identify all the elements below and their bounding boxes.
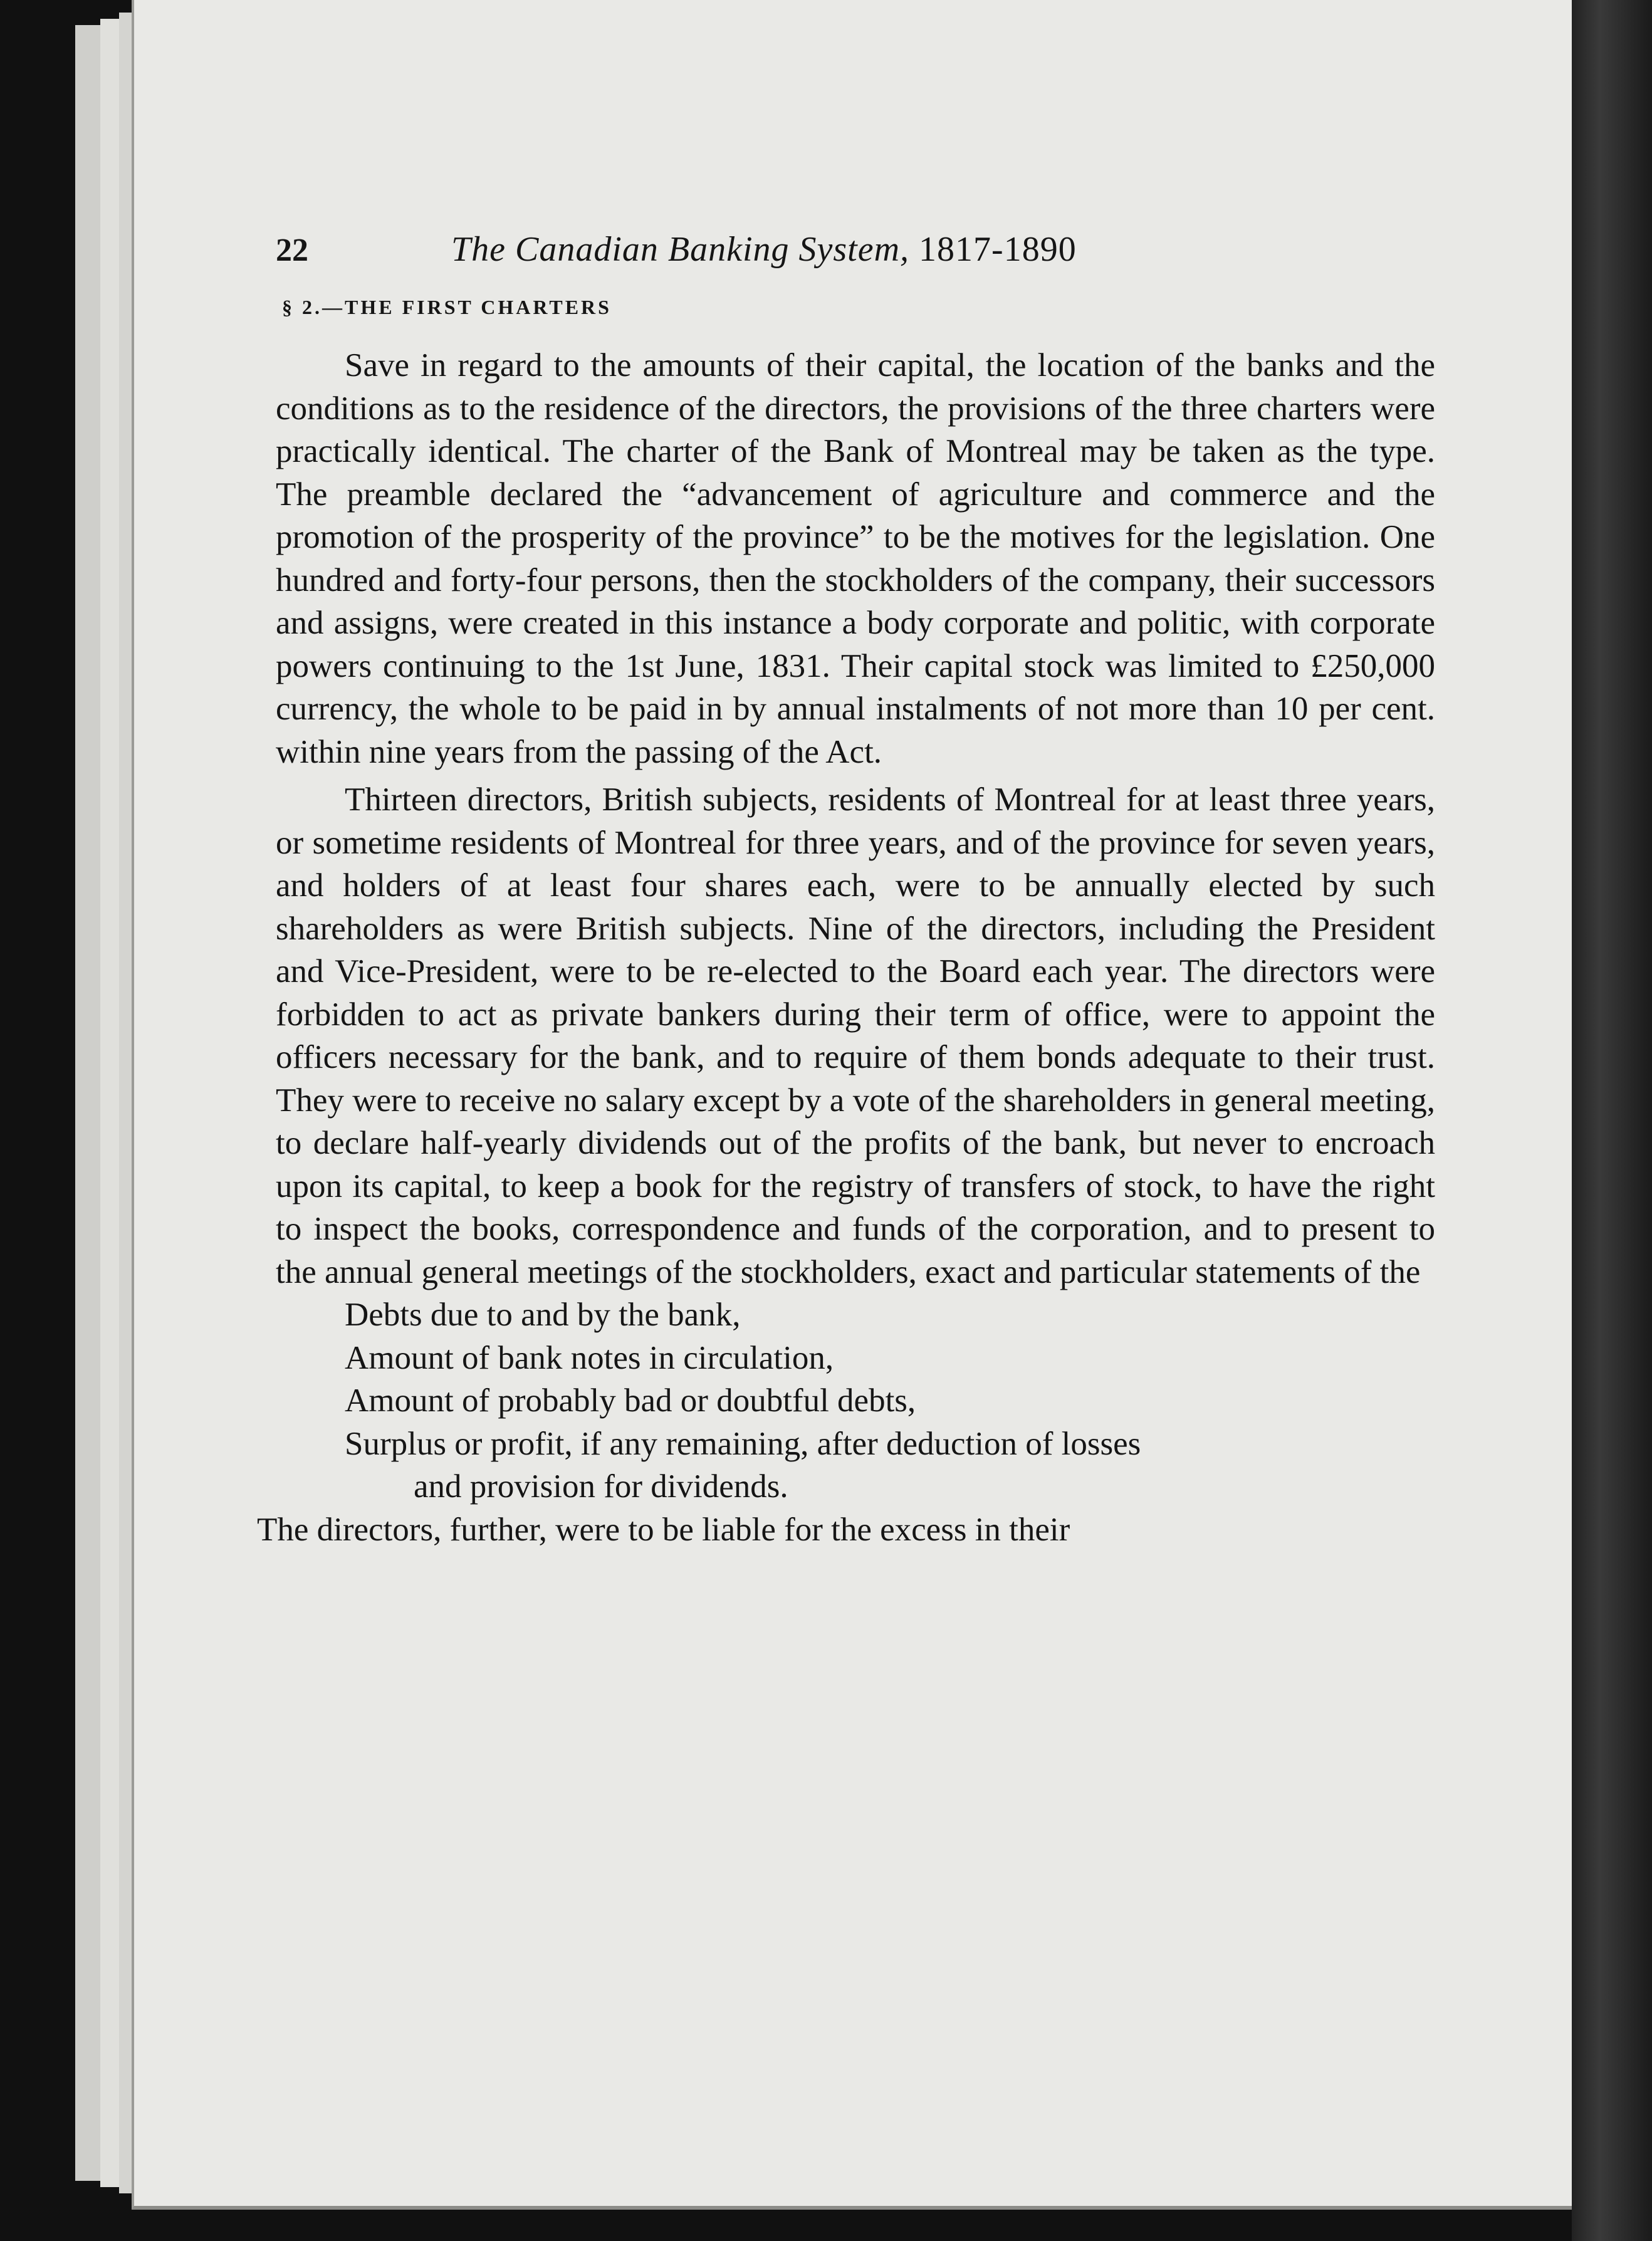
book-spine	[1572, 0, 1652, 2241]
running-head	[276, 226, 1435, 282]
statement-list	[276, 1293, 1435, 1508]
running-title	[451, 229, 1077, 269]
statement-item-continuation: and provision for dividends.	[414, 1468, 788, 1505]
page-number: 22	[276, 232, 308, 268]
final-line: The directors, further, were to be liable for the excess in their	[257, 1511, 1070, 1548]
section-heading: § 2.—THE FIRST CHARTERS	[282, 296, 612, 318]
running-title-text: The Canadian Banking System,	[451, 230, 910, 269]
body-paragraph: Save in regard to the amounts of their capital, the location of the banks and the conditions as to the residence of the directors, the provisions of the three charters were practically identical. The charter of the Bank of Montreal may be taken as the type. The preamble declared the “advancement of agriculture and commerce and the promotion of the prosperity of the province” to be the motives for the legislation. One hundred and forty-four persons, then the stockholders of the company, their successors and assigns, were created in this instance a body corporate and politic, with corporate powers continuing to the 1st June, 1831. Their capital stock was limited to £250,000 currency, the whole to be paid in by annual instalments of not more than 10 per cent. within nine years from the passing of the Act.	[276, 347, 1435, 770]
body-paragraph: Thirteen directors, British subjects, residents of Montreal for at least three years, or sometime residents of Montreal for three years, and of the province for seven years, and holders of at least four shares each, were to be annually elected by such shareholders as were British subjects. Nine of the directors, including the President and Vice-President, were to be re-elected to the Board each year. The directors were forbidden to act as private bankers during their term of office, were to appoint the officers necessary for the bank, and to require of them bonds adequate to their trust. They were to receive no salary except by a vote of the shareholders in general meeting, to declare half-yearly dividends out of the profits of the bank, but never to encroach upon its capital, to keep a book for the registry of transfers of stock, to have the right to inspect the books, correspondence and funds of the corporation, and to present to the annual general meetings of the stockholders, exact and particular statements of the	[276, 781, 1435, 1290]
statement-item: Amount of bank notes in circulation,	[345, 1339, 834, 1376]
running-title-years: 1817-1890	[919, 230, 1077, 269]
page-text-block	[257, 226, 1435, 1551]
statement-item: Amount of probably bad or doubtful debts,	[345, 1382, 916, 1419]
statement-item: Surplus or profit, if any remaining, after deduction of losses	[345, 1425, 1141, 1462]
statement-item: Debts due to and by the bank,	[345, 1297, 741, 1333]
